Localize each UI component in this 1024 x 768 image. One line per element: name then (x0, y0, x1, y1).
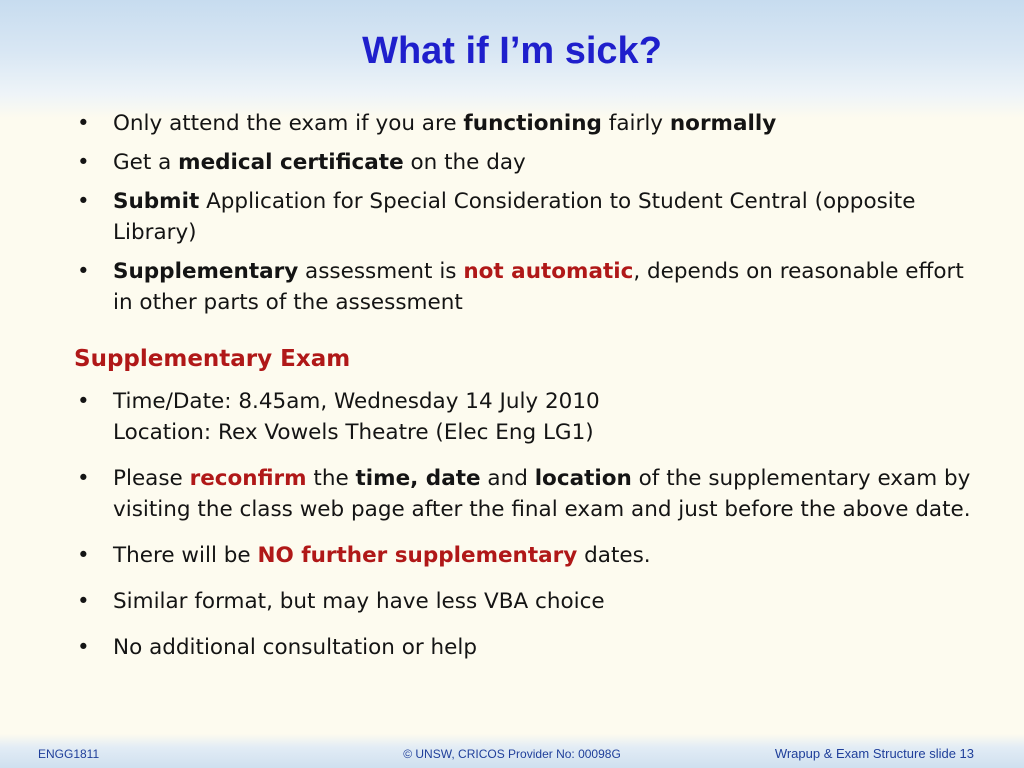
bullet-text: Please (113, 466, 190, 491)
bullet-dot-icon: • (77, 589, 90, 614)
slide-title: What if I’m sick? (362, 30, 662, 72)
bullet-item (74, 147, 974, 178)
footer-slide-label: Wrapup & Exam Structure slide 13 (774, 746, 974, 761)
bold-text: normally (669, 111, 777, 136)
bullet-item (74, 186, 974, 248)
bullet-item (74, 386, 974, 448)
bold-text: Supplementary (113, 259, 299, 284)
bottom-bullet-list (74, 386, 974, 663)
footer-copyright: © UNSW, CRICOS Provider No: 00098G (403, 747, 621, 761)
bullet-item (74, 108, 974, 139)
bold-text: medical certificate (178, 150, 404, 175)
bullet-text: Only attend the exam if you are (113, 111, 464, 136)
bullet-text: No additional consultation or help (113, 635, 478, 660)
bullet-text: and (480, 466, 535, 491)
bold-text: Submit (113, 189, 200, 214)
bullet-item (74, 256, 974, 318)
emphasis-red-text: not automatic (463, 259, 634, 284)
bullet-text: Similar format, but may have less VBA choice (113, 589, 605, 614)
bullet-text: the (306, 466, 356, 491)
bullet-text: Get a (113, 150, 179, 175)
bullet-text: , depends on reasonable effort in other parts of the assessment (113, 259, 964, 315)
bullet-item (74, 632, 974, 663)
bullet-text: dates. (577, 543, 651, 568)
top-bullet-list (74, 108, 974, 318)
bullet-dot-icon: • (77, 389, 90, 414)
slide-content (74, 108, 974, 678)
section-heading: Supplementary Exam (74, 346, 351, 372)
bullet-text: fairly (601, 111, 670, 136)
bullet-item (74, 586, 974, 617)
bullet-text: of the supplementary exam by visiting the class web page after the final exam and just before the above date. (113, 466, 971, 522)
bullet-text: Time/Date: 8.45am, Wednesday 14 July 2010 (113, 389, 600, 414)
emphasis-red-text: reconfirm (189, 466, 307, 491)
bold-text: location (534, 466, 632, 491)
bullet-dot-icon: • (77, 635, 90, 660)
bullet-text: assessment is (298, 259, 464, 284)
footer-course-code: ENGG1811 (38, 747, 100, 761)
emphasis-red-text: NO further supplementary (257, 543, 578, 568)
bullet-item (74, 463, 974, 525)
bold-text: functioning (463, 111, 602, 136)
bullet-dot-icon: • (77, 189, 90, 214)
bullet-text: on the day (403, 150, 526, 175)
bullet-text: There will be (113, 543, 258, 568)
bullet-dot-icon: • (77, 259, 90, 284)
bullet-dot-icon: • (77, 111, 90, 136)
bold-text: time, date (355, 466, 481, 491)
bullet-text: Location: Rex Vowels Theatre (Elec Eng LG1) (113, 420, 594, 445)
bullet-item (74, 540, 974, 571)
bullet-dot-icon: • (77, 466, 90, 491)
bullet-text: Application for Special Consideration to Student Central (opposite Library) (113, 189, 916, 245)
bullet-dot-icon: • (77, 543, 90, 568)
bullet-dot-icon: • (77, 150, 90, 175)
